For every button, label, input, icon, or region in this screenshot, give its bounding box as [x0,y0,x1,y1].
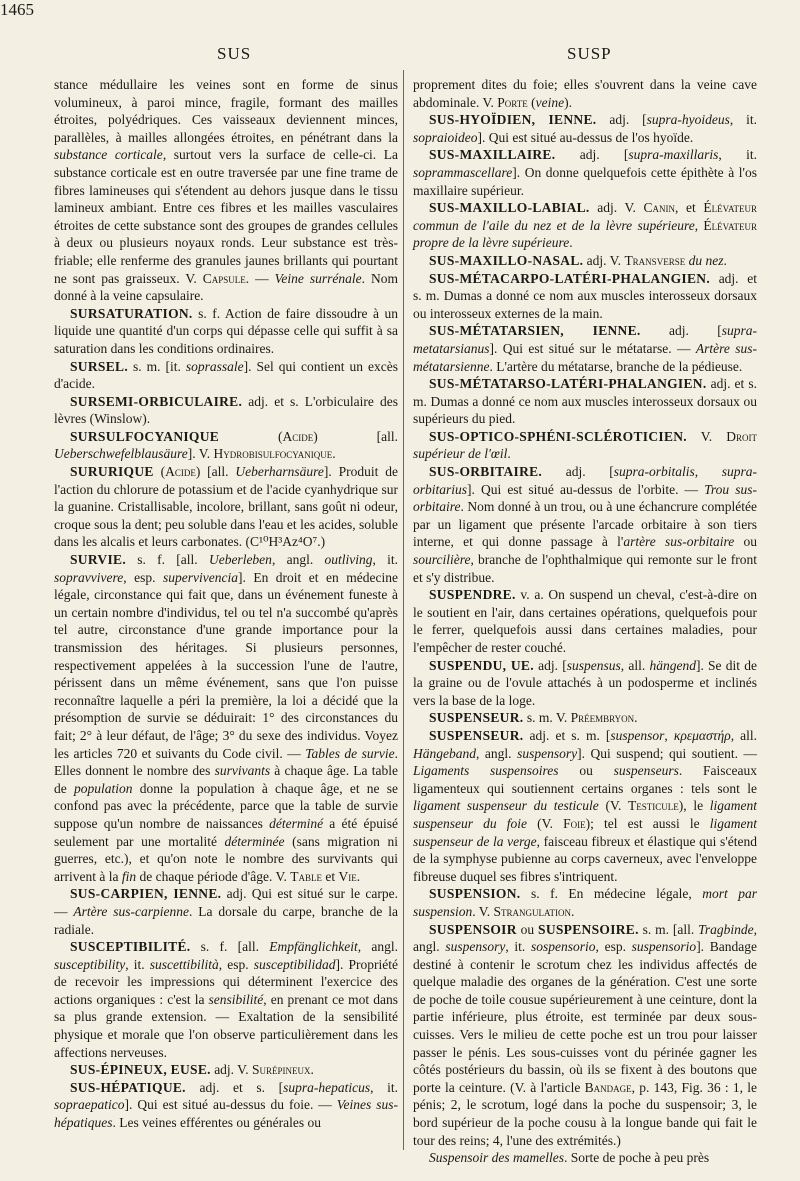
entry-text: , esp. [123,569,163,585]
right-column [413,76,757,1167]
dictionary-entry [413,199,757,252]
entry-headword: SUSPENDU, UE. [429,657,534,673]
entry-text: suspensor [610,727,665,743]
entry-headword: SUS-HÉPATIQUE. [70,1079,186,1095]
dictionary-entry [413,1149,757,1167]
entry-text: Artère sus-carpienne [73,903,189,919]
entry-text: ), le [678,798,710,814]
entry-text: Strangulation [493,903,572,919]
entry-text: Trou sus-orbitaire [413,481,757,515]
entry-text: , angl. [476,745,518,761]
entry-text: s. m. [all. [638,921,699,937]
entry-text: adj. et s. m. [ [523,727,611,743]
entry-text: Acide [165,464,196,480]
entry-text: Testicule [628,798,679,814]
entry-text: outliving [324,552,373,568]
entry-text: V. [686,428,727,444]
entry-text: ( [527,94,536,110]
entry-text: , p. 143, Fig. 36 : 1, le pénis; 2, le scrotum, logé dans la poche du suspensoir; 3, le bord supérieur de la poche cousu à la longue bande qui fait le tour des reins; 4, l'une des extrémités.) [413,1079,757,1148]
entry-text: hängend [649,657,696,673]
entry-text: Capsule [202,270,246,286]
entry-text: , [664,727,674,743]
entry-text: Canin [643,200,676,216]
entry-text: suspenseurs [613,763,679,779]
entry-text: Surépineux [251,1062,311,1078]
entry-text: , en prenant ce mot dans sa plus grande extension. — Exaltation de la sensibilité physique et morale que l'on observe particulièrement dans les affections nerveuses. [54,991,398,1060]
entry-text: adj. V. [589,200,644,216]
dictionary-entry [413,657,757,710]
entry-text: , angl. [271,552,325,568]
entry-text: supra-hyoideus [646,112,730,128]
entry-text: et [322,868,339,884]
dictionary-entry [413,885,757,920]
entry-text: , all. [730,727,757,743]
dictionary-entry [54,1079,398,1132]
entry-headword: SUS-MAXILLO-LABIAL. [429,200,590,216]
entry-text: ligament suspenseur du foie [413,798,757,831]
entry-text: adj. [ [555,147,629,163]
entry-text: . Sorte de poche à peu près [564,1150,710,1166]
dictionary-entry [54,305,398,358]
dictionary-entry [413,709,757,727]
entry-text: . L'artère du métatarse, branche de la pédieuse. [489,358,743,374]
entry-text: sopraepatico [54,1097,125,1113]
entry-headword: SUS-MAXILLAIRE. [429,147,556,163]
entry-text: Veine surrénale [274,270,362,286]
entry-headword: SUSPENSEUR. [429,710,524,726]
entry-text: artère sus-orbitaire [623,534,735,550]
entry-text: Préembryon [570,710,635,726]
entry-text: , it. [370,1079,398,1095]
entry-text: , angl. [413,921,757,955]
entry-headword: SURVIE. [70,552,127,568]
entry-text: . [356,868,361,884]
entry-text: fin [121,868,137,884]
entry-text: sopravvivere [54,569,124,585]
entry-text: supra-maxillaris [628,147,719,163]
entry-text: ou [558,763,614,779]
entry-text: du nez [688,252,724,268]
entry-text: Table [290,868,322,884]
entry-text: . [507,446,511,462]
entry-text: adj. et s. L'orbiculaire des lèvres (Winslow). [54,393,398,427]
entry-text: ]. Sel qui contient un excès d'acide. [54,358,398,392]
entry-text: κρεμαστήρ [673,727,731,743]
entry-text: commun de l'aile du nez et de la lèvre supérieure [413,217,695,233]
entry-text: susceptibilidad [253,956,336,972]
entry-text: Artère sus-métatarsienne [413,340,757,374]
running-header-left: SUS [217,44,252,63]
entry-text: Ueberharnsäure [235,464,324,480]
entry-text: sopraioideo [413,129,478,145]
entry-text: Veines sus-hépatiques [54,1097,398,1131]
dictionary-entry [413,252,757,270]
entry-text: Tables de survie [305,745,395,761]
entry-text: proprement dites du foie; elles s'ouvrent dans la veine cave abdominale. V. [413,77,757,110]
entry-headword: SUS-MÉTATARSIEN, IENNE. [429,323,641,339]
entry-text: ]. Qui est situé au-dessus de l'os hyoïde. [477,129,694,145]
entry-text: Tragbinde [698,921,754,937]
entry-text: propre de la lèvre supérieure [413,235,570,251]
entry-headword: SURSATURATION. [70,305,193,321]
entry-text: supra-hepaticus [283,1079,371,1095]
entry-text: adj. et s. [ [185,1079,284,1095]
dictionary-entry [413,428,757,463]
entry-headword: SURSULFOCYANIQUE [70,428,220,444]
entry-text: soprassale [185,358,244,374]
entry-text: adj. [ [596,112,647,128]
entry-text: suscettibilità [149,956,219,972]
entry-text: Acide [282,428,314,444]
entry-text: , branche de l'ophthalmique qui remonte sur le front et s'y distribue. [413,552,757,585]
entry-text: susceptibility [54,956,126,972]
entry-text: adj. Qui est situé sur le carpe. — [54,886,398,919]
entry-text: suspensus [566,657,621,673]
entry-text: . [723,252,727,268]
entry-text: suspensorio [631,939,697,955]
entry-text: ou [516,921,539,937]
entry-text: s. f. [all. [190,939,270,955]
dictionary-entry [413,76,757,111]
entry-headword: SUS-MÉTATARSO-LATÉRI-PHALANGIEN. [429,376,707,392]
dictionary-entry [413,727,757,885]
entry-text: . La dorsale du carpe, branche de la radiale. [54,903,398,937]
entry-text: . [634,710,638,726]
column-divider [403,70,404,1150]
entry-text: Suspensoir des mamelles [429,1150,564,1166]
entry-text: sospensorio [531,939,596,955]
running-header-right: SUSP [567,44,612,63]
entry-text: Élévateur [703,200,757,216]
page-number: 1465 [0,0,34,19]
entry-text: substance corticale [54,147,163,163]
entry-text: . Nom donné à un trou, ou à une échancrure complétée par un ligament que présente l'arcade orbitaire à son tiers interne, et qui donne passage à l' [413,499,757,550]
entry-text: à chaque âge. La table de [54,763,398,796]
dictionary-entry [54,463,398,551]
entry-text: Vie [338,868,357,884]
dictionary-entry [54,938,398,1061]
entry-text: ]. On donne quelquefois cette épithète à l'os maxillaire supérieur. [413,164,757,198]
entry-headword: SURURIQUE [70,464,154,480]
entry-text: , angl. [357,939,398,955]
entry-text: adj. [ [533,657,567,673]
entry-text: , it. [372,552,398,568]
dictionary-entry [413,111,757,146]
entry-text: . Les veines efférentes ou générales ou [112,1115,322,1131]
entry-text: . [332,446,336,462]
entry-text: Empfänglichkeit [269,939,358,955]
entry-text: ]. En droit et en médecine légale, circonstance qui fait que, dans un événement funeste à un certain nombre d'individus, tel ou tel n'a succombé qu'après tel autre, circonstance d'une grande importance pour la transmission des héritages. Si plusieurs personnes, respectivement appelées à la succession l'une de l'autre, périssent dans un même événement, sans que l'on puisse reconnaître laquelle a péri la première, la loi a décidé que la présomption de survie se déduirait: 1° des circonstances du fait; 2° à leur défaut, de l'âge; 3° du sexe des individus. Voyez les articles 720 et suivants du Code civil. — [54,569,398,761]
entry-text: adj. V. [583,252,625,268]
entry-text: ]. Produit de l'action du chlorure de potassium et de l'acide cyanhydrique sur la guanine. Cristallisable, incolore, brillant, sans goût ni odeur, croque sous la dent; peu soluble dans l'eau et les acides, soluble dans les alcalis et leurs carbonates. (C¹⁰H³Az⁴O⁷.) [54,464,398,550]
entry-text: (sans migration ni guerres, etc.), et qu'on note le nombre des survivants qui arrivent à la [54,833,398,884]
entry-text: suspensory [445,939,506,955]
entry-headword: SUS-ÉPINEUX, EUSE. [70,1062,211,1078]
entry-text: ) [all. [313,428,398,444]
entry-text: s. f. En médecine légale, [520,886,703,902]
entry-text: suspensory [517,745,578,761]
entry-headword: SUS-MÉTACARPO-LATÉRI-PHALANGIEN. [429,270,710,286]
entry-text: déterminée [224,833,285,849]
entry-text: s. m. V. [523,710,571,726]
entry-text: supra-orbitarius [413,464,757,497]
entry-text: . Elles donnent le nombre des [54,745,398,779]
entry-text: survivants [214,763,271,779]
dictionary-entry [54,428,398,463]
entry-text: adj. [ [640,323,722,339]
entry-text: ]. Propriété de recevoir les impressions qui déterminent l'exercice des actions organiques : c'est la [54,956,398,1007]
entry-text: sourcilière [413,552,471,568]
entry-text: . [569,235,573,251]
entry-text: Transverse [624,252,686,268]
entry-text: sensibilité [208,991,264,1007]
entry-text: soprammascellare [413,164,513,180]
entry-text: adj. et s. m. Dumas a donné ce nom aux muscles interosseux dorsaux ou interosseux externes de la main. [413,270,757,321]
entry-text: adj. V. [210,1062,252,1078]
dictionary-entry [54,393,398,428]
entry-text: stance médullaire les veines sont en forme de sinus volumineux, à paroi mince, fragile, formant des mailles étroites, polyédriques. Ces vaisseaux deviennent minces, parallèles, à mailles allongées étroites, en pénétrant dans la [54,77,398,145]
entry-text: ]. V. [187,446,214,462]
entry-text: veine [535,94,565,110]
entry-text: . Nom donné à la veine capsulaire. [54,270,398,304]
entry-text: , surtout vers la surface de celle-ci. La substance corticale est en outre traversée par une fine trame de fibres lamineuses qui s'étendent au dehors jusque dans le tissu lamineux ambiant. Entre ces fibres et les mailles vasculaires étroites de cette substance sont des groupes de grandes cellules à deux ou plusieurs noyaux ronds. Leur substance est très-friable; elle renferme des granules jaunes brillants qui pourtant ne sont pas graisseux. V. [54,147,398,286]
entry-text: , it. [505,939,531,955]
entry-headword: SUS-CARPIEN, IENNE. [70,886,222,902]
dictionary-entry [413,270,757,323]
entry-text: ligament suspenseur de la verge [413,815,758,849]
entry-text: (V. [598,798,629,814]
entry-text: de chaque période d'âge. V. [136,868,291,884]
entry-text: Droit [726,428,757,444]
dictionary-entry [54,1061,398,1079]
entry-text: Élévateur [703,217,758,233]
entry-text: . Faisceaux ligamenteux qui soutiennent certains organes : tels sont le [413,763,758,796]
dictionary-entry [54,551,398,885]
entry-text: s. m. [it. [128,358,186,374]
entry-text: déterminé [269,815,324,831]
entry-text: . [571,903,575,919]
dictionary-entry [413,921,757,1150]
entry-text: , [694,217,704,233]
entry-text: ). [564,94,572,110]
entry-text: , it. [125,956,150,972]
entry-text: ]. Bandage destiné à contenir le scrotum chez les individus affectés de quelque maladie des organes de la génération. C'est une sorte de poche de toile cousue supérieurement à une ceinture, dont la partie inférieure, plus étroite, est terminée par deux sous-cuisses. Vers le milieu de cette poche est un trou pour laisser passer le pénis. Les sous-cuisses vont du périnée gagner les côtés postérieurs du bassin, où ils se fixent à des boutons que porte la ceinture. (V. à l'article [413,939,757,1095]
entry-text: , all. [620,657,650,673]
entry-text: supra-metatarsianus [413,323,757,356]
entry-text: ); tel est aussi le [585,815,710,831]
entry-text: , esp. [595,939,632,955]
entry-text: ligament suspenseur du testicule [413,798,599,814]
entry-text: s. f. [all. [126,552,209,568]
entry-text: supérieur de l'œil [413,446,508,462]
entry-text: , esp. [218,956,254,972]
entry-text: Foie [563,815,586,831]
entry-headword: SUSCEPTIBILITÉ. [70,939,191,955]
dictionary-entry [413,463,757,586]
entry-headword: SUSPENSOIR [429,921,517,937]
entry-headword: SUSPENSION. [429,886,521,902]
dictionary-entry [413,322,757,375]
entry-text: . V. [472,903,494,919]
entry-text: supra-orbitalis [613,464,695,480]
entry-text: mort par suspension [413,886,757,919]
entry-text: Porte [497,94,528,110]
entry-text: (V. [527,815,564,831]
entry-text: , it. [718,147,757,163]
entry-text: , faisceau fibreux et élastique qui s'étend de la symphyse pubienne au corps caverneux, avec l'enveloppe fibreuse duquel ses fibres s'intriquent. [413,833,757,884]
entry-text: adj. [ [542,464,614,480]
entry-headword: SUSPENDRE. [429,587,516,603]
entry-text: ]. Qui suspend; qui soutient. — [577,745,758,761]
entry-headword: SURSEMI-ORBICULAIRE. [70,393,243,409]
entry-headword: SUSPENSOIRE. [538,921,639,937]
dictionary-entry [54,358,398,393]
entry-text: ]. Qui est situé au-dessus de l'orbite. — [467,481,705,497]
entry-text: ) [all. [195,464,236,480]
entry-headword: SUS-MAXILLO-NASAL. [429,252,584,268]
entry-text: ( [153,464,166,480]
entry-text: , it. [729,112,757,128]
entry-headword: SUS-OPTICO-SPHÉNI-SCLÉROTICIEN. [429,428,687,444]
entry-headword: SURSEL. [70,358,128,374]
entry-text: population [73,780,133,796]
entry-text: adj. et s. m. Dumas a donné ce nom aux muscles interosseux dorsaux ou supérieurs du pied. [413,376,757,427]
entry-text: . — [245,270,275,286]
entry-text: Ueberleben [208,552,272,568]
entry-text: a été épuisé seulement par une mortalité [54,815,398,849]
entry-text: Bandage [584,1079,632,1095]
entry-headword: SUS-ORBITAIRE. [429,464,543,480]
entry-text: s. f. Action de faire dissoudre à un liquide une quantité d'un corps qui dépasse celle qui suffit à sa saturation dans les conditions ordinaires. [54,305,398,356]
dictionary-entry [54,76,398,305]
entry-text: donne la population à chaque âge, et ne se confond pas avec la précédente, parce que la table de survie suppose qu'un nombre de naissances [54,780,398,831]
entry-text: ou [734,534,757,550]
entry-text: v. a. On suspend un cheval, c'est-à-dire on le soutient en l'air, dans certaines opérations, quelquefois pour le ferrer, quelquefois aussi dans certaines maladies, pour l'empêcher de rester couché. [413,587,757,655]
entry-text: Hydrobisulfocyanique [213,446,333,462]
dictionary-entry [413,375,757,428]
entry-text: ]. Qui est situé sur le métatarse. — [489,340,696,356]
entry-text: , [694,464,722,480]
entry-text: ]. Qui est situé au-dessus du foie. — [124,1097,337,1113]
entry-headword: SUSPENSEUR. [429,727,524,743]
entry-text: . [310,1062,314,1078]
entry-text: ]. Se dit de la graine ou de l'ovule attachés à un podosperme et inclinés vers la base de la loge. [413,657,757,708]
entry-text: Hängeband [413,745,476,761]
entry-text: Ligaments suspensoires [413,763,559,779]
entry-text: ( [219,428,283,444]
entry-text: supervivencia [162,569,238,585]
dictionary-entry [413,586,757,656]
entry-text: Ueberschwefelblausäure [54,446,188,462]
dictionary-entry [413,146,757,199]
left-column [54,76,398,1132]
entry-text: , et [675,200,704,216]
dictionary-entry [54,885,398,938]
entry-headword: SUS-HYOÏDIEN, IENNE. [429,112,597,128]
